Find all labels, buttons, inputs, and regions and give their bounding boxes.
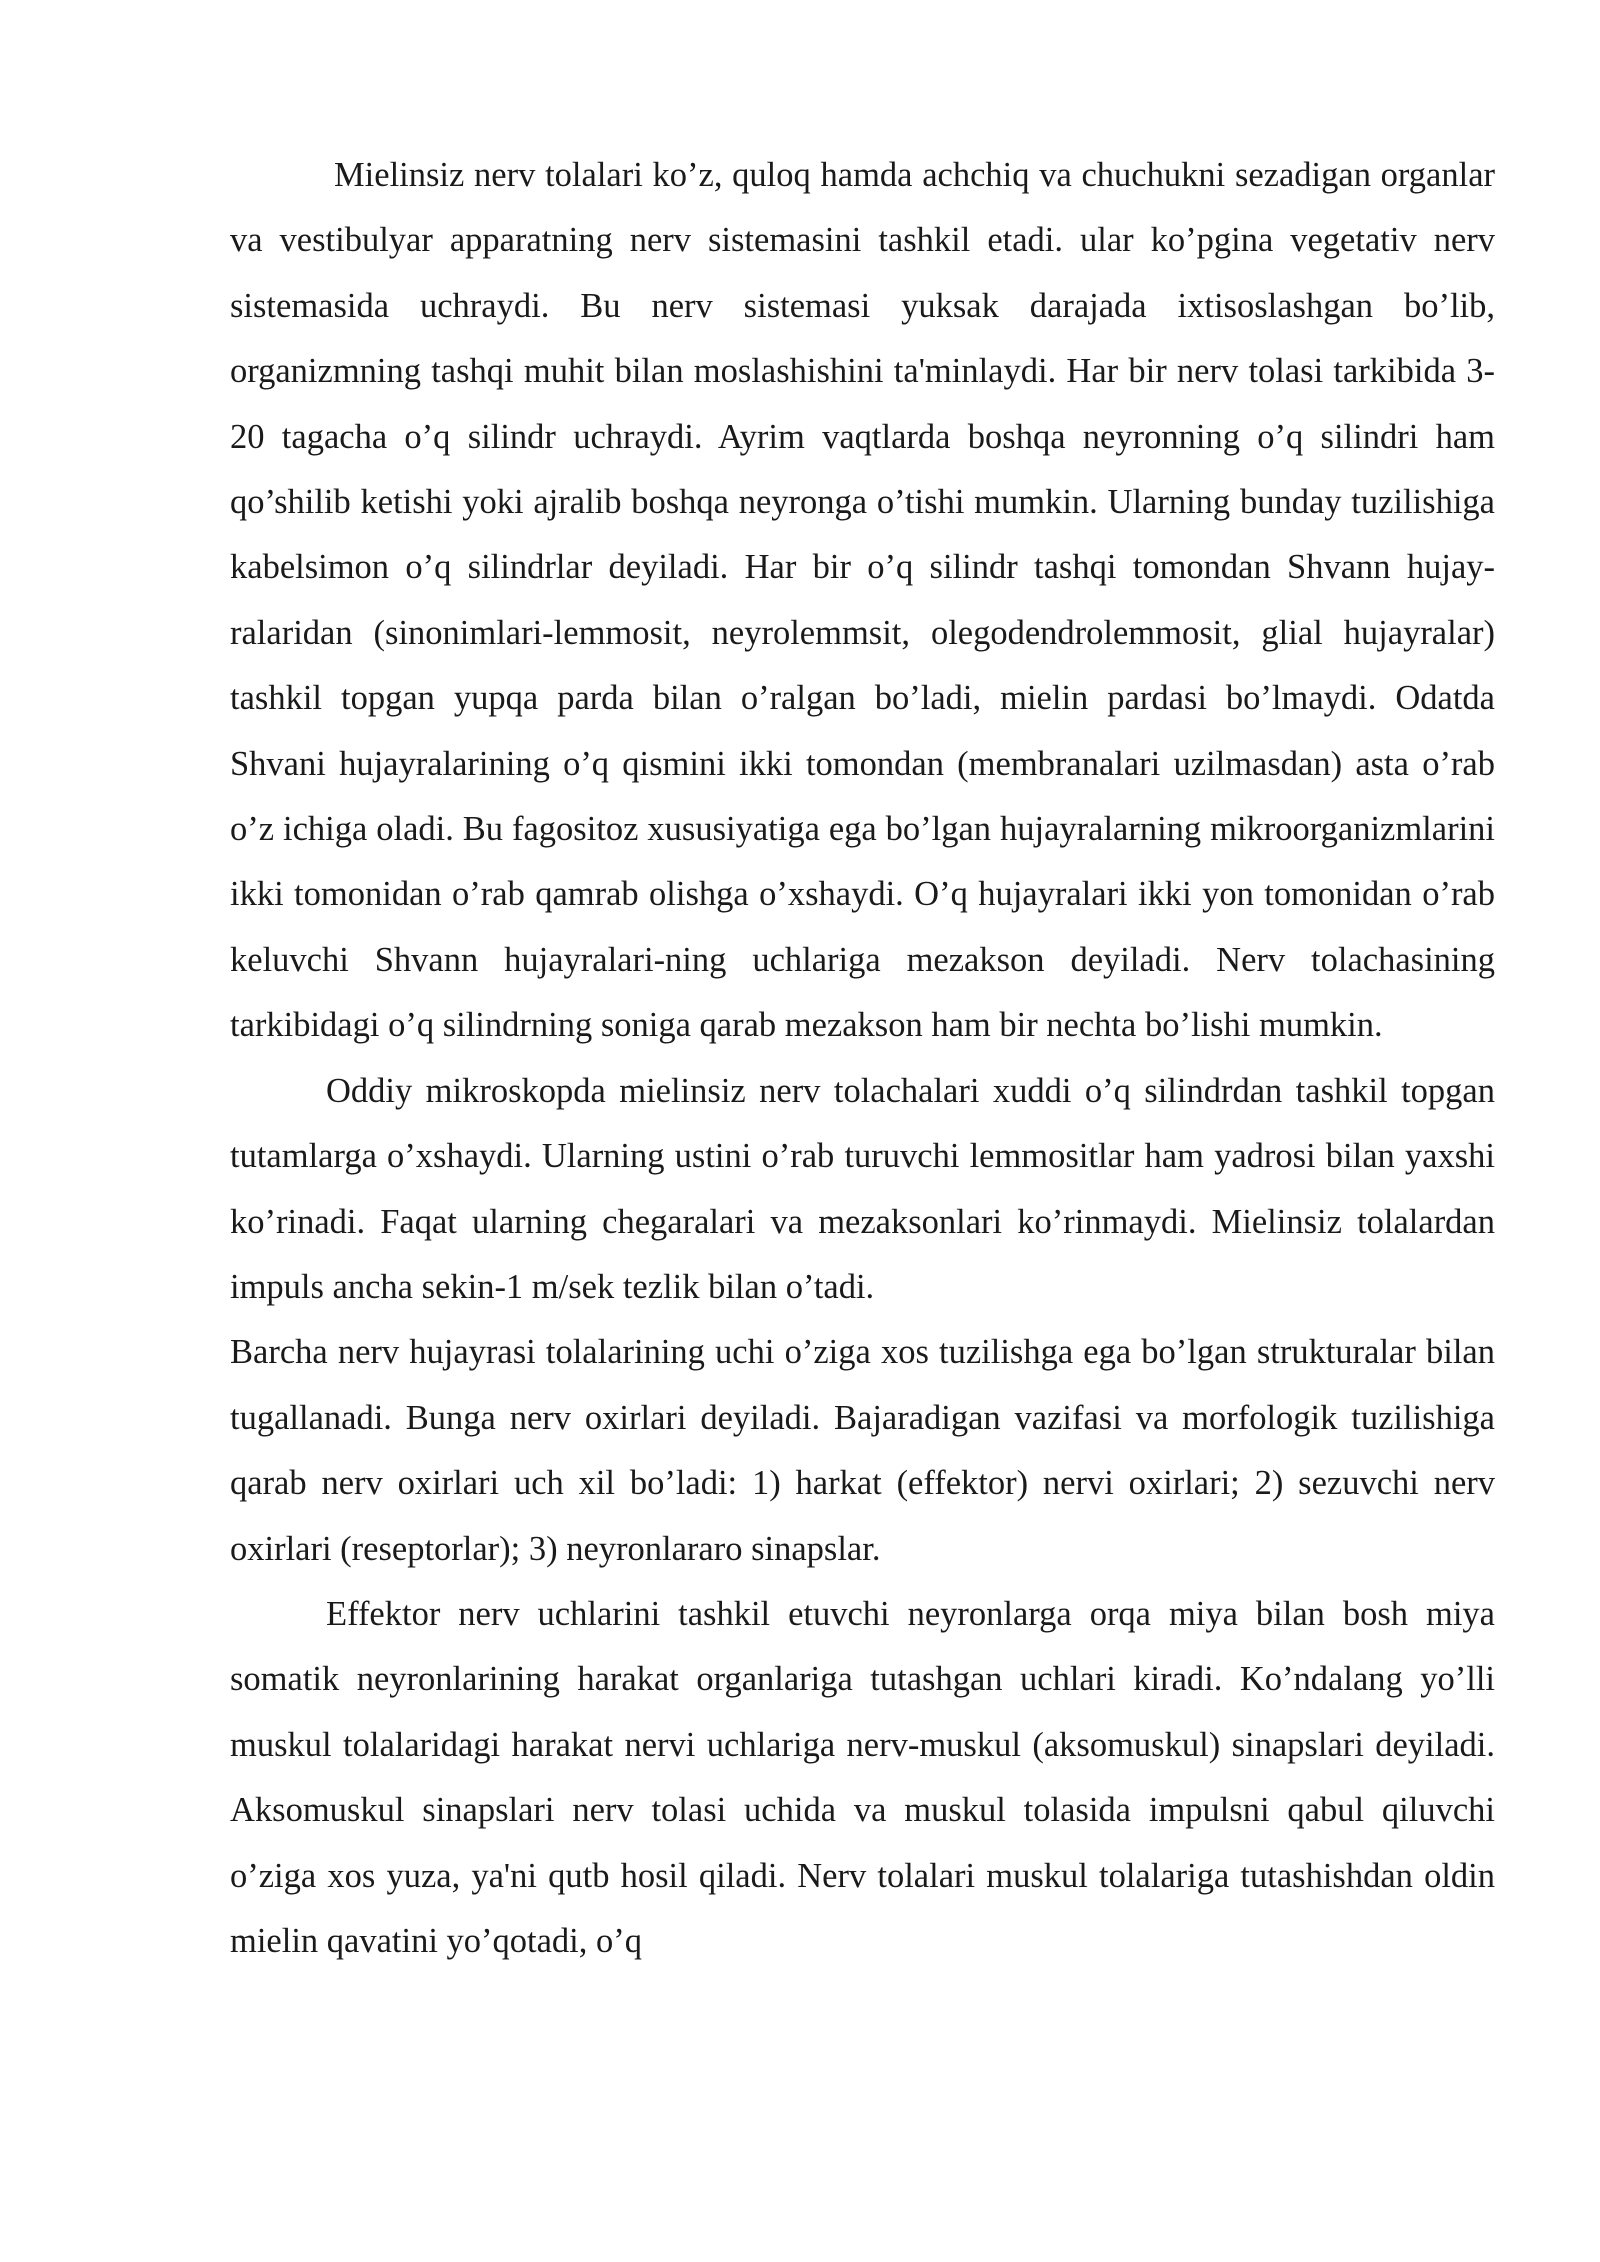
paragraph-effektor-nerv: Effektor nerv uchlarini tashkil etuvchi neyronlarga orqa miya bilan bosh miya somatik neyronlarining harakat organlariga tutashgan uchlari kiradi. Ko’ndalang yo’lli muskul tolalaridagi harakat nervi uchlariga nerv-muskul (aksomuskul) sinapslari deyiladi. Aksomuskul sinapslari nerv tolasi uchida va muskul tolasida impulsni qabul qiluvchi o’ziga xos yuza, ya'ni qutb hosil qiladi. Nerv tolalari muskul tolalariga tutashishdan oldin mielin qavatini yo’qotadi, o’q [230,1594,1495,1960]
body-text [230,143,1495,1974]
paragraph-oddiy-mikroskop: Oddiy mikroskopda mielinsiz nerv tolachalari xuddi o’q silindrdan tashkil topgan tutamlarga o’xshaydi. Ularning ustini o’rab turuvchi lemmositlar ham yadrosi bilan yaxshi ko’rinadi. Faqat ularning chegaralari va mezaksonlari ko’rinmaydi. Mielinsiz tolalardan impuls ancha sekin-1 m/sek tezlik bilan o’tadi. [230,1071,1495,1306]
paragraph-nerv-oxirlari: Barcha nerv hujayrasi tolalarining uchi o’ziga xos tuzilishga ega bo’lgan strukturalar bilan tugallanadi. Bunga nerv oxirlari deyiladi. Bajaradigan vazifasi va morfologik tuzilishiga qarab nerv oxirlari uch xil bo’ladi: 1) harkat (effektor) nervi oxirlari; 2) sezuvchi nerv oxirlari (reseptorlar); 3) neyronlararo sinapslar. [230,1333,1495,1568]
paragraph-mielinsiz-nerv: Mielinsiz nerv tolalari ko’z, quloq hamda achchiq va chuchukni sezadigan organlar va vestibulyar apparatning nerv sistemasini tashkil etadi. ular ko’pgina vegetativ nerv sistemasida uchraydi. Bu nerv sistemasi yuksak darajada ixtisoslashgan bo’lib, organizmning tashqi muhit bilan moslashishini ta'minlaydi. Har bir nerv tolasi tarkibida 3-20 tagacha o’q silindr uchraydi. Ayrim vaqtlarda boshqa neyronning o’q silindri ham qo’shilib ketishi yoki ajralib boshqa neyronga o’tishi mumkin. Ularning bunday tuzilishiga kabelsimon o’q silindrlar deyiladi. Har bir o’q silindr tashqi tomondan Shvann hujay-ralaridan (sinonimlari-lemmosit, neyrolemmsit, olegodendrolemmosit, glial hujayralar) tashkil topgan yupqa parda bilan o’ralgan bo’ladi, mielin pardasi bo’lmaydi. Odatda Shvani hujayralarining o’q qismini ikki tomondan (membranalari uzilmasdan) asta o’rab o’z ichiga oladi. Bu fagositoz xususiyatiga ega bo’lgan hujayralarning mikroorganizmlarini ikki tomonidan o’rab qamrab olishga o’xshaydi. O’q hujayralari ikki yon tomonidan o’rab keluvchi Shvann hujayralari-ning uchlariga mezakson deyiladi. Nerv tolachasining tarkibidagi o’q silindrning soniga qarab mezakson ham bir nechta bo’lishi mumkin. [230,156,1495,1045]
